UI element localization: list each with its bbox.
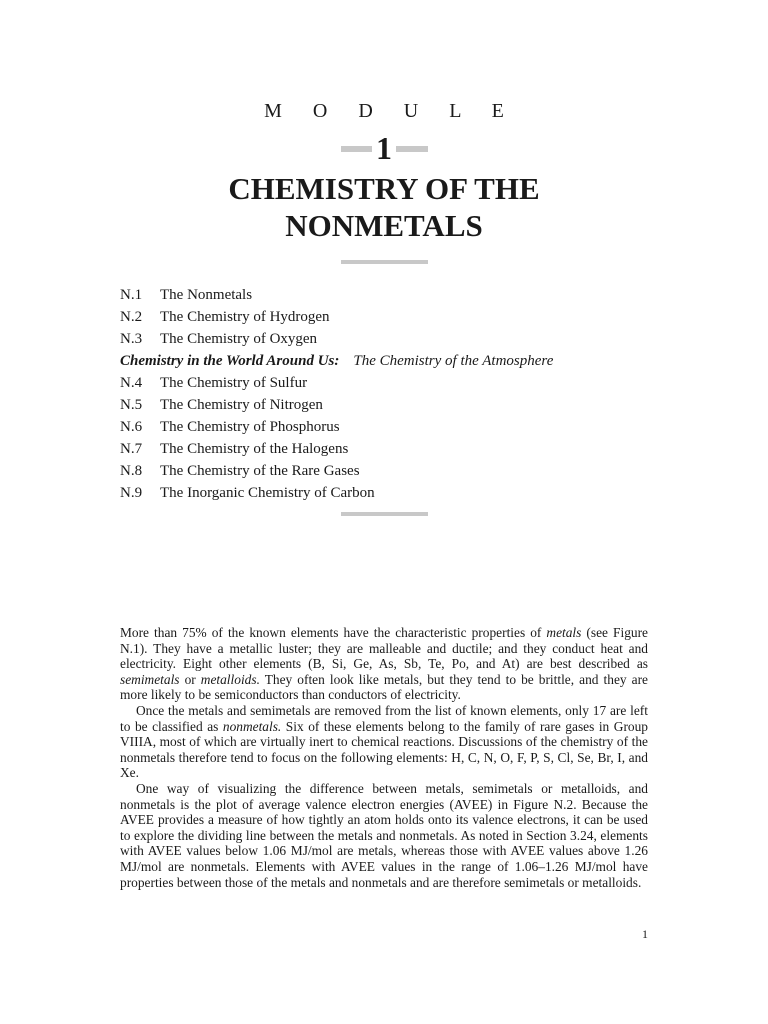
toc-item-number: N.2 <box>120 309 143 325</box>
module-title-line-1: CHEMISTRY OF THE <box>228 171 540 206</box>
toc-item-number: N.6 <box>120 419 143 435</box>
toc-item-title: The Chemistry of Phosphorus <box>160 419 340 435</box>
paragraph-2 <box>120 703 648 781</box>
toc-feature-title: The Chemistry of the Atmosphere <box>353 353 554 369</box>
paragraph-2-text-a: Once the metals and semimetals are removed from the list of known elements, only 17 are left to be classified as <box>120 702 648 734</box>
toc-item-title: The Inorganic Chemistry of Carbon <box>160 485 375 501</box>
module-title-line-2: NONMETALS <box>285 208 483 243</box>
toc-item-n2 <box>120 306 680 328</box>
term-metalloids: metalloids. <box>200 671 260 687</box>
toc-feature <box>120 350 680 372</box>
paragraph-1 <box>120 625 648 703</box>
toc-item-number: N.3 <box>120 331 143 347</box>
toc-item-n4 <box>120 372 680 394</box>
toc-item-n9 <box>120 482 680 504</box>
title-divider <box>341 260 428 264</box>
toc-item-n7 <box>120 438 680 460</box>
page-number: 1 <box>642 927 648 941</box>
toc-item-number: N.4 <box>120 375 143 391</box>
module-label: M O D U L E <box>264 100 517 122</box>
module-number <box>0 131 768 165</box>
toc-item-title: The Chemistry of the Rare Gases <box>160 463 360 479</box>
toc-item-n6 <box>120 416 680 438</box>
toc-item-number: N.8 <box>120 463 143 479</box>
paragraph-2-text-b: Six of these elements belong to the family of rare gases in Group VIIIA, most of which are virtually inert to chemical reactions. Discussions of the chemistry of the nonmetals therefore tend to focus on the following elements: H, C, N, O, F, P, S, Cl, Se, Br, I, and Xe. <box>120 718 648 781</box>
paragraph-3: One way of visualizing the difference between metals, semimetals or metalloids, and nonmetals is the plot of average valence electron energies (AVEE) in Figure N.2. Because the AVEE provides a measure of how tightly an atom holds onto its valence electrons, it can be used to explore the dividing line between the metals and nonmetals. As noted in Section 3.24, elements with AVEE values below 1.06 MJ/mol are metals, whereas those with AVEE values above 1.26 MJ/mol are nonmetals. Elements with AVEE values in the range of 1.06–1.26 MJ/mol have properties between those of the metals and nonmetals and are therefore semimetals or metalloids. <box>120 780 648 890</box>
table-of-contents <box>120 284 680 504</box>
paragraph-1-text-b: (see Figure N.1). They have a metallic luster; they are malleable and ductile; and they conduct heat and electricity. Eight other elements (B, Si, Ge, As, Sb, Te, Po, and At) are best described as <box>120 625 648 672</box>
toc-item-n1 <box>120 284 680 306</box>
term-nonmetals: nonmetals. <box>222 718 282 734</box>
module-number-text: 1 <box>372 130 396 166</box>
term-metals: metals <box>546 625 582 640</box>
toc-item-title: The Chemistry of Hydrogen <box>160 309 330 325</box>
toc-item-title: The Chemistry of the Halogens <box>160 441 349 457</box>
toc-item-number: N.5 <box>120 397 143 413</box>
paragraph-1-text-a: More than 75% of the known elements have the characteristic properties of <box>120 625 547 640</box>
module-number-block <box>0 130 768 167</box>
toc-item-n5 <box>120 394 680 416</box>
toc-divider <box>341 512 428 516</box>
toc-item-title: The Chemistry of Sulfur <box>160 375 308 391</box>
toc-item-title: The Nonmetals <box>160 287 253 303</box>
toc-item-n8 <box>120 460 680 482</box>
toc-item-title: The Chemistry of Oxygen <box>160 331 318 347</box>
toc-item-title: The Chemistry of Nitrogen <box>160 397 323 413</box>
term-semimetals: semimetals <box>120 671 180 687</box>
paragraph-1-text-or: or <box>179 671 201 687</box>
toc-item-number: N.9 <box>120 485 143 501</box>
toc-item-n3 <box>120 328 680 350</box>
toc-item-number: N.7 <box>120 441 143 457</box>
toc-feature-label: Chemistry in the World Around Us: <box>120 353 340 369</box>
body-text <box>120 625 648 890</box>
toc-item-number: N.1 <box>120 287 143 303</box>
module-title <box>0 170 768 244</box>
paragraph-1-text-c: They often look like metals, but they tend to be brittle, and they are more likely to be semiconductors than conductors of electricity. <box>120 671 648 703</box>
